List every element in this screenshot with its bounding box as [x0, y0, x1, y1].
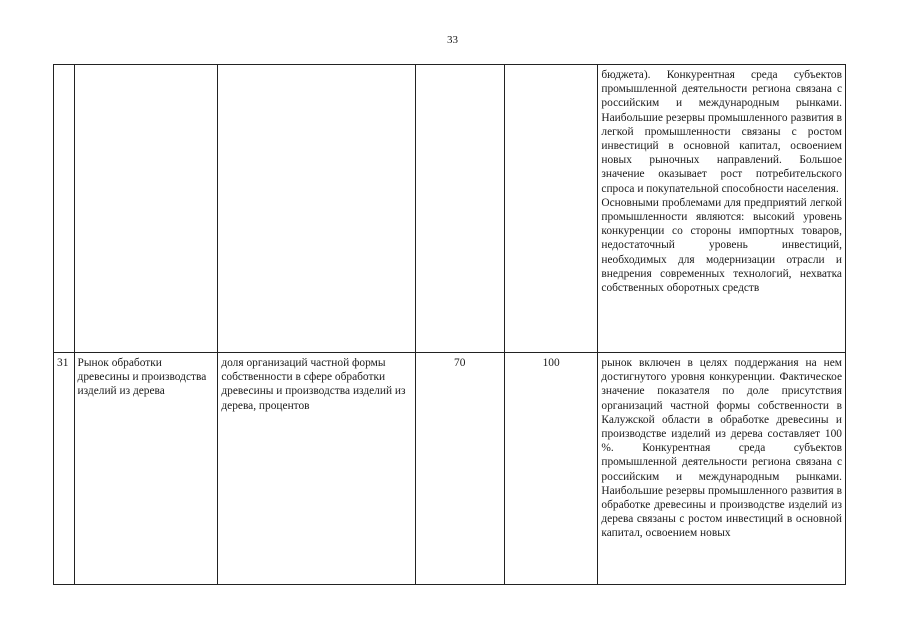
- description-paragraph: Основными проблемами для предприятий легкой промышленности являются: высокий уровень конкуренции со стороны импортных товаров, недостаточный уровень инвестиций, необходимых для модернизации отрасли и внедрения современных технологий, нехватка собственных оборотных средств: [601, 196, 842, 295]
- table-row: [54, 65, 846, 353]
- page-number: 33: [447, 34, 458, 46]
- description-paragraph: рынок включен в целях поддержания на нем достигнутого уровня конкуренции. Фактическое значение показателя по доле присутствия организаций частной формы собственности в Калужской области в обработке древесины и производстве изделий из дерева составляет 100 %. Конкурентная среда субъектов промышленной деятельности региона связана с российским и международным рынками. Наибольшие резервы промышленного развития в обработке древесины и производстве изделий из дерева связаны с ростом инвестиций в основной капитал, освоением новых: [601, 357, 842, 540]
- market-name: Рынок обработки древесины и производства изделий из дерева: [74, 353, 218, 585]
- value-2019: 70: [415, 353, 504, 585]
- row-number: [54, 65, 75, 353]
- indicator-name: [218, 65, 415, 353]
- market-table: [53, 64, 846, 585]
- table-row: [54, 353, 846, 585]
- value-2019: [415, 65, 504, 353]
- row-number: 31: [54, 353, 75, 585]
- description-paragraph: бюджета). Конкурентная среда субъектов промышленной деятельности региона связана с российским и международным рынками. Наибольшие резервы промышленного развития в легкой промышленности связаны с ростом инвестиций в основной капитал, освоением новых рыночных направлений. Большое значение оказывает рост потребительского спроса и покупательной способности населения.: [601, 69, 842, 195]
- market-name: [74, 65, 218, 353]
- indicator-name: доля организаций частной формы собственности в сфере обработки древесины и производства изделий из дерева, процентов: [218, 353, 415, 585]
- description-cell: [598, 353, 846, 585]
- description-cell: [598, 65, 846, 353]
- value-2022: [504, 65, 597, 353]
- value-2022: 100: [504, 353, 597, 585]
